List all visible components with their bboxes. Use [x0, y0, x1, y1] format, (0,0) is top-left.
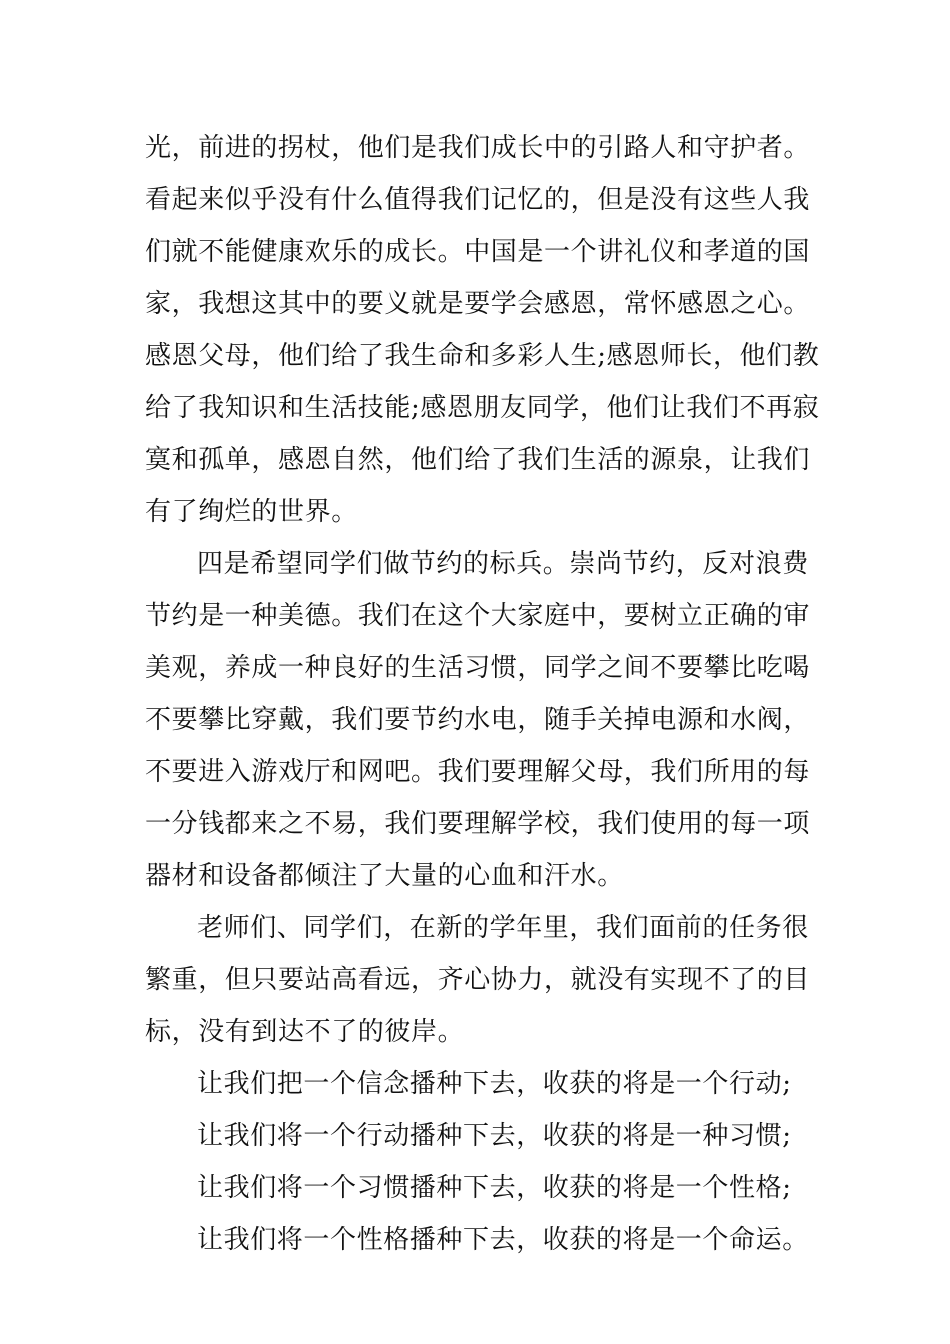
text-line: 繁重，但只要站高看远，齐心协力，就没有实现不了的目: [145, 965, 811, 995]
text-line: 家，我想这其中的要义就是要学会感恩，常怀感恩之心。: [145, 289, 811, 319]
text-line: 给了我知识和生活技能;感恩朋友同学，他们让我们不再寂: [145, 393, 820, 423]
text-line: 美观，养成一种良好的生活习惯，同学之间不要攀比吃喝: [145, 653, 811, 683]
verse-line: 让我们将一个性格播种下去，收获的将是一个命运。: [197, 1225, 809, 1255]
text-line: 有了绚烂的世界。: [145, 497, 358, 527]
text-line: 不要进入游戏厅和网吧。我们要理解父母，我们所用的每: [145, 757, 811, 787]
verse-line: 让我们将一个行动播种下去，收获的将是一种习惯;: [197, 1121, 792, 1151]
text-line: 寞和孤单，感恩自然，他们给了我们生活的源泉，让我们: [145, 445, 811, 475]
paragraph-start-line: 四是希望同学们做节约的标兵。崇尚节约，反对浪费: [197, 549, 809, 579]
text-line: 一分钱都来之不易，我们要理解学校，我们使用的每一项: [145, 809, 811, 839]
text-line: 看起来似乎没有什么值得我们记忆的，但是没有这些人我: [145, 185, 811, 215]
text-line: 们就不能健康欢乐的成长。中国是一个讲礼仪和孝道的国: [145, 237, 811, 267]
text-line: 器材和设备都倾注了大量的心血和汗水。: [145, 861, 624, 891]
text-line: 感恩父母，他们给了我生命和多彩人生;感恩师长，他们教: [145, 341, 820, 371]
verse-line: 让我们把一个信念播种下去，收获的将是一个行动;: [197, 1069, 792, 1099]
text-line: 不要攀比穿戴，我们要节约水电，随手关掉电源和水阀，: [145, 705, 811, 735]
text-line: 光，前进的拐杖，他们是我们成长中的引路人和守护者。: [145, 133, 811, 163]
text-line: 节约是一种美德。我们在这个大家庭中，要树立正确的审: [145, 601, 811, 631]
verse-line: 让我们将一个习惯播种下去，收获的将是一个性格;: [197, 1173, 792, 1203]
paragraph-start-line: 老师们、同学们，在新的学年里，我们面前的任务很: [197, 913, 809, 943]
text-line: 标，没有到达不了的彼岸。: [145, 1017, 465, 1047]
